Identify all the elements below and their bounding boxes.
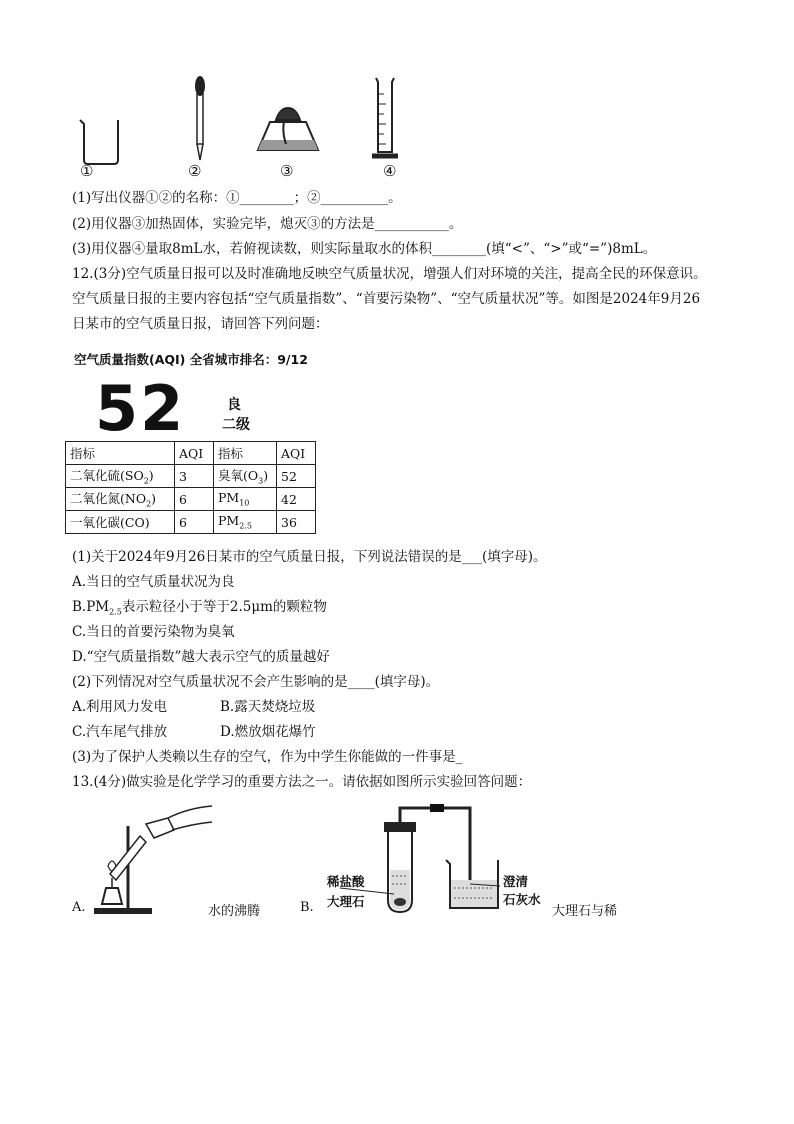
aqi-level: 良 (227, 397, 241, 413)
table-header: AQI (277, 442, 316, 465)
q12-part2-option-b: B.露天焚烧垃圾 (220, 699, 316, 715)
aqi-header: 空气质量指数(AQI) 全省城市排名：9/12 (74, 352, 308, 367)
aqi-value: 52 (95, 372, 186, 445)
figure-b-label-clear: 澄清 (503, 874, 529, 889)
q11-sub1: (1)写出仪器①②的名称：①________；②__________。 (72, 190, 402, 206)
instrument-label-1: ① (80, 162, 94, 180)
aqi-table (65, 441, 316, 534)
table-cell: 臭氧$(O_3)$ (214, 465, 277, 488)
q11-sub2: (2)用仪器③加热固体，实验完毕，熄灭③的方法是___________。 (72, 216, 463, 232)
q12-part3: (3)为了保护人类赖以生存的空气，作为中学生你能做的一件事是_ (72, 749, 463, 765)
table-row (66, 465, 316, 488)
table-cell: 二氧化硫$(SO_2)$ (66, 465, 175, 488)
table-cell: 3 (175, 465, 214, 488)
table-cell: $PM_{2.5}$ (214, 511, 277, 534)
q12-intro-3: 日某市的空气质量日报，请回答下列问题： (72, 316, 329, 332)
figure-a-label: A. (72, 900, 86, 915)
figure-b-label: B. (300, 900, 314, 915)
table-cell: 一氧化碳(CO) (66, 511, 175, 534)
table-cell: 6 (175, 488, 214, 511)
q12-intro-2: 空气质量日报的主要内容包括“空气质量指数”、“首要污染物”、“空气质量状况”等。如图是2024年9月26 (72, 291, 701, 307)
table-header: 指标 (66, 442, 175, 465)
beaker-icon (80, 120, 118, 164)
instrument-label-3: ③ (280, 162, 294, 180)
dropper-icon (195, 76, 205, 160)
q12-part2-option-d: D.燃放烟花爆竹 (220, 724, 316, 740)
figure-a-caption: 水的沸腾 (208, 904, 261, 919)
table-cell: $PM_{10}$ (214, 488, 277, 511)
figure-b-label-acid: 稀盐酸 (327, 874, 365, 889)
graduated-cylinder-icon (372, 78, 398, 156)
q12-option-a: A.当日的空气质量状况为良 (72, 574, 235, 590)
q11-sub3: (3)用仪器④量取8mL水，若俯视读数，则实际量取水的体积________(填“<”、“>”或“=”)8mL。 (72, 241, 657, 257)
q12-option-b: $B.PM_{2.5}$表示粒径小于等于2.5μm的颗粒物 (72, 599, 327, 617)
heating-apparatus-figure (88, 796, 218, 920)
figure-b-label-limewater: 石灰水 (503, 892, 541, 907)
q13-intro: 13.(4分)做实验是化学学习的重要方法之一。请依据如图所示实验回答问题： (72, 774, 532, 790)
instrument-label-4: ④ (383, 162, 397, 180)
table-header: 指标 (214, 442, 277, 465)
alcohol-lamp-icon (258, 108, 318, 150)
aqi-grade: 二级 (222, 417, 250, 433)
table-cell: 二氧化氮$(NO_2)$ (66, 488, 175, 511)
table-header: AQI (175, 442, 214, 465)
instruments-figure (70, 60, 420, 185)
q12-part1: (1)关于2024年9月26日某市的空气质量日报，下列说法错误的是___(填字母)。 (72, 549, 547, 565)
table-row (66, 442, 316, 465)
table-row (66, 488, 316, 511)
q12-part2: (2)下列情况对空气质量状况不会产生影响的是____(填字母)。 (72, 674, 440, 690)
q12-option-c: C.当日的首要污染物为臭氧 (72, 624, 235, 640)
instrument-label-2: ② (188, 162, 202, 180)
q12-part2-option-c: C.汽车尾气排放 (72, 724, 168, 740)
table-cell: 52 (277, 465, 316, 488)
figure-b-label-marble: 大理石 (327, 894, 365, 909)
table-cell: 6 (175, 511, 214, 534)
table-cell: 36 (277, 511, 316, 534)
q12-option-d: D.“空气质量指数”越大表示空气的质量越好 (72, 649, 330, 665)
figure-b-caption: 大理石与稀 (552, 904, 618, 919)
table-row (66, 511, 316, 534)
table-cell: 42 (277, 488, 316, 511)
q12-intro-1: 12.(3分)空气质量日报可以及时准确地反映空气质量状况，增强人们对环境的关注，提高全民的环保意识。 (72, 266, 707, 282)
q12-part2-option-a: A.利用风力发电 (72, 699, 168, 715)
